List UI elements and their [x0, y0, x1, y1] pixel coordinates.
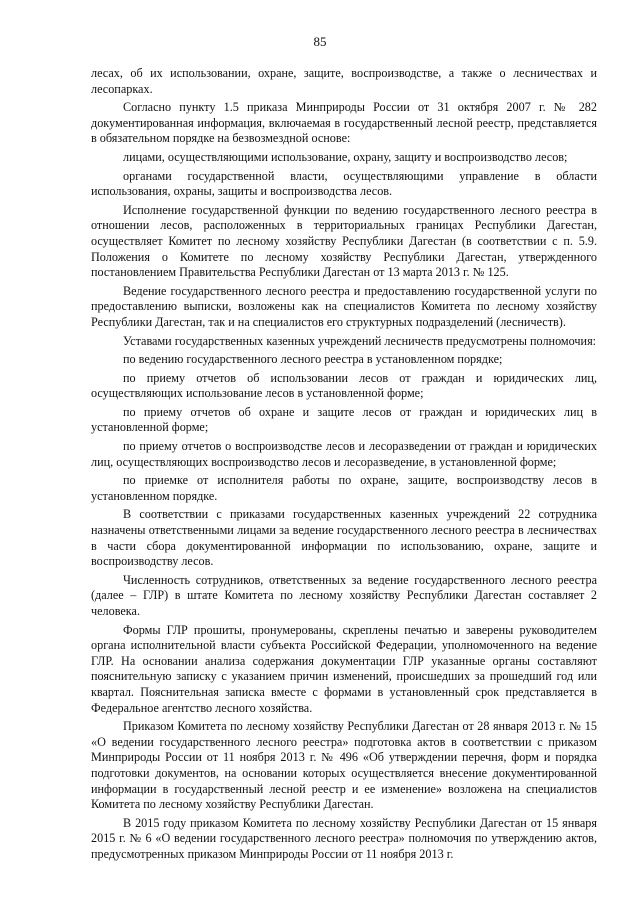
paragraph: по приему отчетов об охране и защите лесов от граждан и юридических лиц в установленной форме;: [91, 404, 597, 435]
paragraph: лицами, осуществляющими использование, охрану, защиту и воспроизводство лесов;: [123, 149, 568, 164]
paragraph: Численность сотрудников, ответственных за ведение государственного лесного реестра (далее – ГЛР) в штате Комитета по лесному хозяйству Республики Дагестан составляет 2 человека.: [91, 572, 597, 618]
paragraph: В соответствии с приказами государственных казенных учреждений 22 сотрудника назначены ответственными лицами за ведение государственного лесного реестра в лесничествах в части сбора документированной информации по использованию, охране, защите и воспроизводству лесов.: [91, 507, 597, 569]
paragraph: органами государственной власти, осуществляющими управление в области использования, охраны, защиты и воспроизводства лесов.: [91, 168, 597, 199]
paragraph: Приказом Комитета по лесному хозяйству Республики Дагестан от 28 января 2013 г. № 15 «О ведении государственного лесного реестра» подготовка актов в соответствии с приказом Минприроды России от 11 ноября 2013 г. № 496 «Об утверждении перечня, форм и порядка подготовки документов, на основании которых осуществляется внесение документированной информации в государственный лесной реестр и ее изменение» возложена на специалистов Комитета по лесному хозяйству Республики Дагестан.: [91, 719, 597, 812]
paragraph: Согласно пункту 1.5 приказа Минприроды России от 31 октября 2007 г. № 282 документированная информация, включаемая в государственный лесной реестр, представляется в обязательном порядке на безвозмездной основе:: [91, 100, 597, 146]
paragraph: по приемке от исполнителя работы по охране, защите, воспроизводству лесов в установленном порядке.: [91, 473, 597, 503]
page-number: 85: [313, 34, 327, 49]
paragraph: Уставами государственных казенных учреждений лесничеств предусмотрены полномочия:: [123, 333, 597, 348]
paragraph: по ведению государственного лесного реестра в установленном порядке;: [123, 352, 503, 367]
paragraph: по приему отчетов об использовании лесов от граждан и юридических лиц, осуществляющих использование лесов в установленной форме;: [91, 370, 597, 401]
paragraph: Исполнение государственной функции по ведению государственного лесного реестра в отношении лесов, расположенных в территориальных границах Республики Дагестан, осуществляет Комитет по лесному хозяйству Республики Дагестан (в соответствии с п. 5.9. Положения о Комитете по лесному хозяйству Республики Дагестан, утвержденного постановлением Правительства Республики Дагестан от 13 марта 2013 г. № 125.: [91, 202, 597, 280]
paragraph: по приему отчетов о воспроизводстве лесов и лесоразведении от граждан и юридических лиц, осуществляющих воспроизводство лесов и лесоразведение, в установленной форме;: [91, 439, 597, 469]
paragraph: лесах, об их использовании, охране, защите, воспроизводстве, а также о лесничествах и лесопарках.: [91, 66, 597, 96]
paragraph: Формы ГЛР прошиты, пронумерованы, скреплены печатью и заверены руководителем органа исполнительной власти субъекта Российской Федерации, уполномоченного на ведение ГЛР. На основании анализа содержания документации ГЛР указанные органы составляют пояснительную записку с указанием причин изменений, происшедших за прошедший год или квартал. Пояснительная записка вместе с формами в установленный срок представляется в Федеральное агентство лесного хозяйства.: [91, 622, 597, 715]
document-body: [91, 66, 597, 863]
paragraph: В 2015 году приказом Комитета по лесному хозяйству Республики Дагестан от 15 января 2015 г. № 6 «О ведении государственного лесного реестра» полномочия по утверждению актов, предусмотренных приказом Минприроды России от 11 ноября 2013 г.: [91, 815, 597, 861]
paragraph: Ведение государственного лесного реестра и предоставлению государственной услуги по предоставлению выписки, возложены как на специалистов Комитета по лесному хозяйству Республики Дагестан, так и на специалистов его структурных подразделений (лесничеств).: [91, 283, 597, 329]
